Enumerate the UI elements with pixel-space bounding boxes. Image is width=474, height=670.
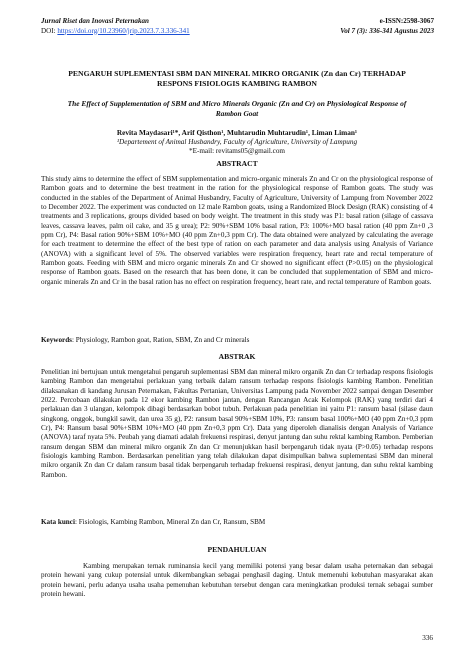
keywords-value: : Physiology, Rambon goat, Ration, SBM, Zn and Cr minerals — [71, 336, 250, 344]
corresponding-email: *E-mail: revitams05@gmail.com — [188, 147, 286, 155]
volume-info: Vol 7 (3): 336-341 Agustus 2023 — [340, 26, 434, 35]
doi-line — [41, 27, 190, 35]
author-list: Revita Maydasari¹*, Arif Qisthon¹, Muhtarudin Muhtarudin¹, Liman Liman¹ — [116, 128, 358, 137]
pendahuluan-text: Kambing merupakan ternak ruminansia kecil yang memiliki potensi yang besar dalam usaha peternakan dan sebagai protein hewani yang cukup potensial untuk dikembangkan sebagai penghasil daging. Untuk memenuhi kebutuhan masyarakat akan protein hewani, perlu adanya usaha usaha pemenuhan kebutuhan tersebut dengan cara meningkatkan produksi ternak sebagai sumber protein hewani. — [41, 562, 433, 599]
pendahuluan-heading: PENDAHULUAN — [207, 545, 267, 554]
abstrak-text: Penelitian ini bertujuan untuk mengetahui pengaruh suplementasi SBM dan mineral mikro organik Zn dan Cr terhadap respons fisiologis kambing Rambon dan mengetahui perlakuan yang terbaik dalam ransum terhadap respons fisiologis kambing Rambon. Penelitian dilaksanakan di kandang Jurusan Peternakan, Fakultas Pertanian, Universitas Lampung pada November 2022 sampai dengan Desember 2022. Percobaan dilakukan pada 12 ekor kambing Rambon jantan, dengan Rancangan Acak Kelompok (RAK) yang terdiri dari 4 perlakuan dan 3 ulangan, kelompok dibagi berdasarkan bobot tubuh. Perlakuan pada penelitian ini yaitu P1: ransum basal (silase daun singkong, onggok, bungkil sawit, dan urea 35 g), P2: ransum basal 90%+SBM 10%, P3: ransum basal 100%+MO (40 ppm Zn+0,3 ppm Cr), P4: Ransum basal 90%+SBM 10%+MO (40 ppm Zn+0,3 ppm Cr). Data yang diperoleh dianalisis dengan Analysis of Variance (ANOVA) taraf nyata 5%. Peubah yang diamati adalah frekuensi respirasi, denyut jantung dan suhu rektal kambing Rambon. Pemberian ransum dengan SBM dan mineral mikro organik Zn dan Cr menunjukkan hasil berpengaruh tidak nyata (P>0.05) terhadap respons fisiologis kambing Rambon. Berdasarkan penelitian yang telah dilakukan dapat disimpulkan bahwa suplementasi SBM dan mineral mikro organik Zn dan Cr dalam ransum basal tidak berpengaruh terhadap frekuensi respirasi, denyut jantung, dan suhu rektal kambing Rambon. — [41, 368, 433, 479]
abstrak-heading: ABSTRAK — [218, 352, 256, 361]
kata-kunci-label: Kata kunci — [41, 518, 75, 526]
doi-link[interactable]: https://doi.org/10.23960/jrip.2023.7.3.336-341 — [57, 26, 190, 35]
abstract-heading: ABSTRACT — [216, 159, 258, 168]
paper-subtitle: The Effect of Supplementation of SBM and Micro Minerals Organic (Zn and Cr) on Physiological Response of Rambon Goat — [67, 99, 407, 118]
page-number: 336 — [422, 634, 433, 642]
paper-title: PENGARUH SUPLEMENTASI SBM DAN MINERAL MIKRO ORGANIK (Zn dan Cr) TERHADAP RESPONS FISIOLOGIS KAMBING RAMBON — [68, 69, 406, 88]
affiliation: ¹Departement of Animal Husbandry, Faculty of Agriculture, University of Lampung — [116, 138, 358, 146]
header-right — [340, 17, 434, 36]
abstract-keywords — [41, 336, 433, 345]
abstract-text: This study aims to determine the effect of SBM supplementation and micro-organic minerals Zn and Cr on the physiological response of Rambon goats and to determine the best treatment in the ration for the physiological response of Rambon goats. The study was conducted in the stables of the Department of Animal Husbandry, Faculty of Agriculture, University of Lampung from November 2022 to December 2022. The experiment was conducted on 12 male Rambon goats, using a Randomized Block Design (RAK) consisting of 4 treatments and 3 replications, groups divided based on body weight. The treatment in this study was P1: basal ration (silage of cassava leaves, cassava leaves, palm oil cake, and 35 g urea); P2: 90%+SBM 10% basal ration, P3: 100%+MO basal ration (40 ppm Zn+0 ,3 ppm Cr), P4: Basal ration 90%+SBM 10%+MO (40 ppm Zn+0,3 ppm Cr). The data obtained were analyzed by calculating the average for each treatment to determine the effect of the best type of ration on each parameter and data analysis using Analysis of Variance (ANOVA) with a significant level of 5%. The observed variables were respiration frequency, heart rate and rectal temperature of Rambon goats. Feeding with SBM and micro organic minerals Zn and Cr showed no significant effect (P>0.05) on the physiological response of Rambon goats. Based on the research that has been done, it can be concluded that supplementation of SBM and micro-organic minerals Zn and Cr in the basal ration has no effect on respiration frequency, heart rate, and rectal temperature of Rambon goats. — [41, 175, 433, 286]
doi-label: DOI: — [41, 26, 56, 35]
abstrak-keywords — [41, 518, 433, 527]
header-left — [41, 17, 190, 36]
journal-name: Jurnal Riset dan Inovasi Peternakan — [41, 17, 150, 25]
issn: e-ISSN:2598-3067 — [379, 17, 434, 25]
kata-kunci-value: : Fisiologis, Kambing Rambon, Mineral Zn dan Cr, Ransum, SBM — [74, 518, 266, 526]
keywords-label: Keywords — [41, 336, 72, 344]
